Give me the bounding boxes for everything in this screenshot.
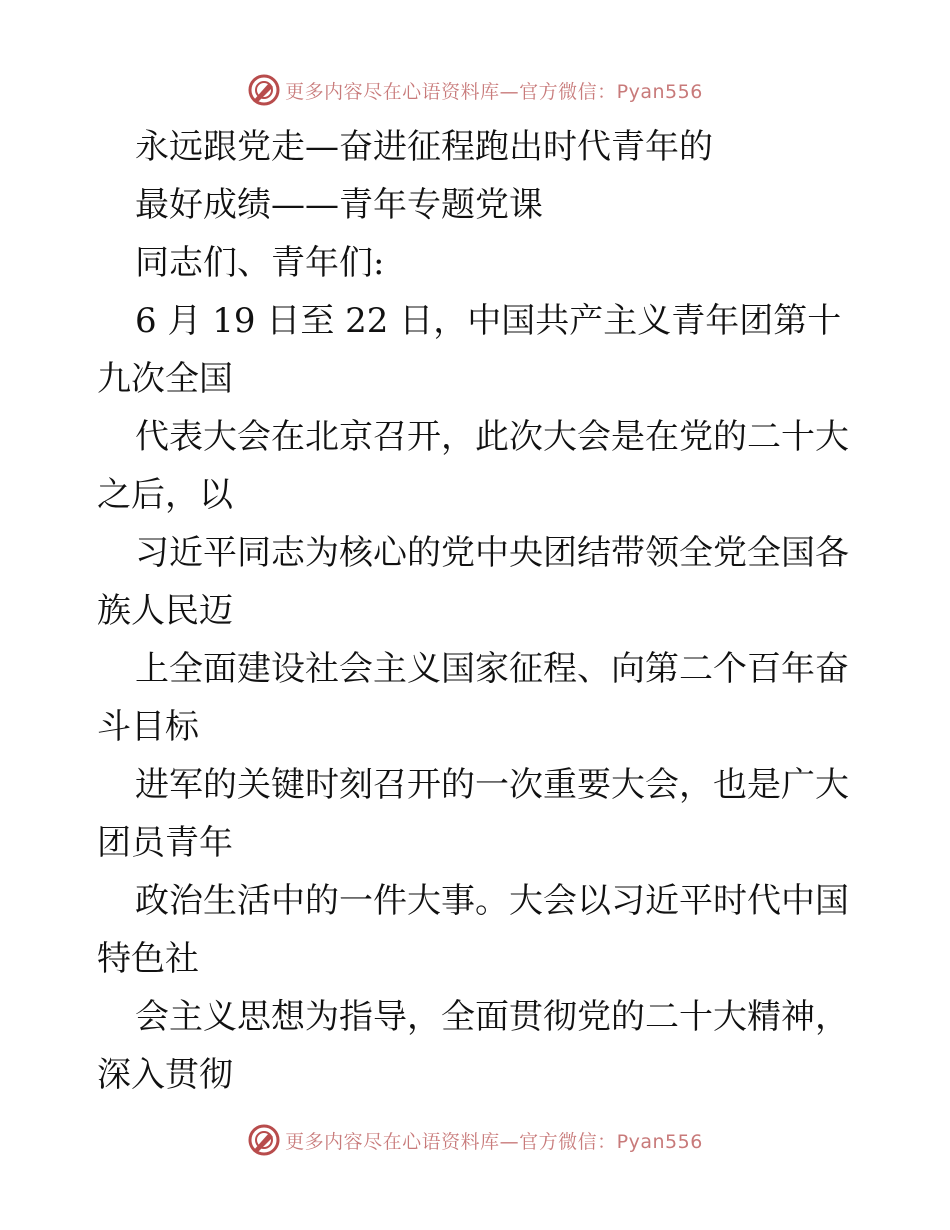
text-line: 同志们、青年们: (135, 243, 385, 283)
banner-text: 更多内容尽在心语资料库—官方微信：Pyan556 (285, 1130, 703, 1153)
document-body (97, 118, 857, 1104)
footer-banner (0, 1120, 950, 1160)
text-line: 族人民迈 (97, 591, 233, 631)
text-line: 斗目标 (97, 707, 199, 747)
text-line: 特色社 (97, 939, 199, 979)
pen-logo-icon (247, 73, 281, 107)
text-line: 习近平同志为核心的党中央团结带领全党全国各 (135, 533, 849, 573)
text-line: 深入贯彻 (97, 1055, 233, 1095)
text-line: 最好成绩——青年专题党课 (135, 185, 543, 225)
text-line: 进军的关键时刻召开的一次重要大会，也是广大 (135, 765, 849, 805)
pen-logo-icon (247, 1123, 281, 1157)
text-line: 之后，以 (97, 475, 233, 515)
text-line: 上全面建设社会主义国家征程、向第二个百年奋 (135, 649, 849, 689)
text-line: 政治生活中的一件大事。大会以习近平时代中国 (135, 881, 849, 921)
text-line: 九次全国 (97, 359, 233, 399)
text-line: 代表大会在北京召开，此次大会是在党的二十大 (135, 417, 849, 457)
header-banner (0, 70, 950, 110)
text-line: 6 月 19 日至 22 日，中国共产主义青年团第十 (135, 301, 842, 341)
banner-text: 更多内容尽在心语资料库—官方微信：Pyan556 (285, 80, 703, 103)
text-line: 团员青年 (97, 823, 233, 863)
text-line: 会主义思想为指导，全面贯彻党的二十大精神， (135, 997, 849, 1037)
text-line: 永远跟党走—奋进征程跑出时代青年的 (135, 127, 713, 167)
